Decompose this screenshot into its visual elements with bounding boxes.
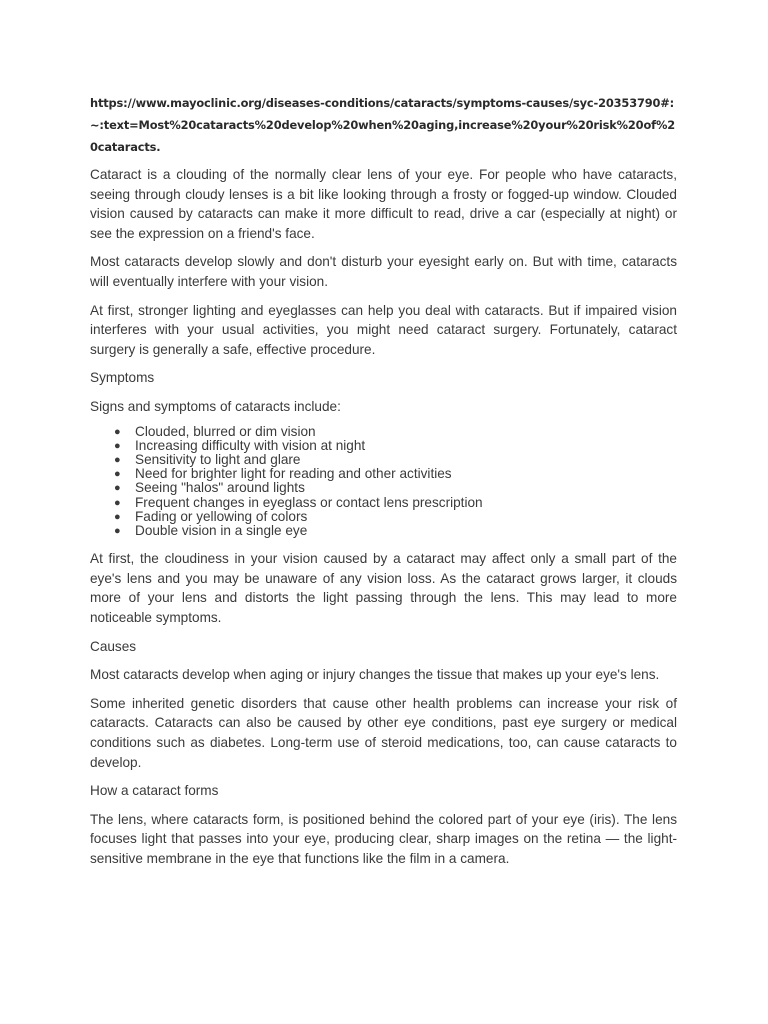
how-cataract-forms-paragraph: The lens, where cataracts form, is positioned behind the colored part of your eye (iris). The lens focuses light that passes into your eye, producing clear, sharp images on the retina — the light-sensitive membrane in the eye that functions like the film in a camera.	[90, 811, 677, 866]
symptoms-heading: Symptoms	[90, 370, 155, 386]
list-item-text: Frequent changes in eyeglass or contact lens prescription	[135, 494, 483, 510]
intro-paragraph-1: Cataract is a clouding of the normally clear lens of your eye. For people who have cataracts, seeing through cloudy lenses is a bit like looking through a frosty or fogged-up window. Clouded vision caused by cataracts can make it more difficult to read, drive a car (especially at night) or see the expression on a friend's face.	[90, 167, 677, 241]
causes-paragraph-1: Most cataracts develop when aging or injury changes the tissue that makes up your eye's lens.	[90, 667, 660, 683]
causes-heading: Causes	[90, 638, 137, 654]
list-item	[90, 524, 677, 538]
list-item-text: Fading or yellowing of colors	[135, 508, 308, 524]
list-item	[90, 425, 677, 439]
symptoms-list	[90, 425, 677, 539]
source-url-link[interactable]: https://www.mayoclinic.org/diseases-conditions/cataracts/symptoms-causes/syc-20353790#:~:text=Most%20cataracts%20develop%20when%20aging,increase%20your%20risk%20of%20cataracts.	[90, 96, 675, 154]
bullet-icon: ●	[114, 453, 121, 466]
how-cataract-forms-heading: How a cataract forms	[90, 783, 219, 799]
bullet-icon: ●	[114, 510, 121, 523]
bullet-icon: ●	[114, 439, 121, 452]
list-item-text: Increasing difficulty with vision at night	[135, 437, 366, 453]
document-page	[90, 92, 677, 877]
symptoms-lead: Signs and symptoms of cataracts include:	[90, 398, 341, 414]
intro-paragraph-2: Most cataracts develop slowly and don't disturb your eyesight early on. But with time, cataracts will eventually interfere with your vision.	[90, 254, 677, 289]
list-item	[90, 496, 677, 510]
list-item	[90, 453, 677, 467]
list-item-text: Clouded, blurred or dim vision	[135, 423, 316, 439]
list-item-text: Need for brighter light for reading and other activities	[135, 466, 452, 482]
bullet-icon: ●	[114, 524, 121, 537]
list-item-text: Double vision in a single eye	[135, 522, 308, 538]
bullet-icon: ●	[114, 468, 121, 481]
causes-paragraph-2: Some inherited genetic disorders that cause other health problems can increase your risk of cataracts. Cataracts can also be caused by other eye conditions, past eye surgery or medical conditions such as diabetes. Long-term use of steroid medications, too, can cause cataracts to develop.	[90, 695, 677, 770]
list-item	[90, 481, 677, 495]
list-item	[90, 467, 677, 481]
symptoms-after-paragraph: At first, the cloudiness in your vision caused by a cataract may affect only a small part of the eye's lens and you may be unaware of any vision loss. As the cataract grows larger, it clouds more of your lens and distorts the light passing through the lens. This may lead to more noticeable symptoms.	[90, 551, 677, 625]
list-item-text: Sensitivity to light and glare	[135, 451, 301, 467]
bullet-icon: ●	[114, 425, 121, 438]
intro-paragraph-3: At first, stronger lighting and eyeglasses can help you deal with cataracts. But if impaired vision interferes with your usual activities, you might need cataract surgery. Fortunately, cataract surgery is generally a safe, effective procedure.	[90, 302, 677, 357]
bullet-icon: ●	[114, 496, 121, 509]
list-item-text: Seeing "halos" around lights	[135, 480, 305, 496]
bullet-icon: ●	[114, 482, 121, 495]
list-item	[90, 439, 677, 453]
list-item	[90, 510, 677, 524]
